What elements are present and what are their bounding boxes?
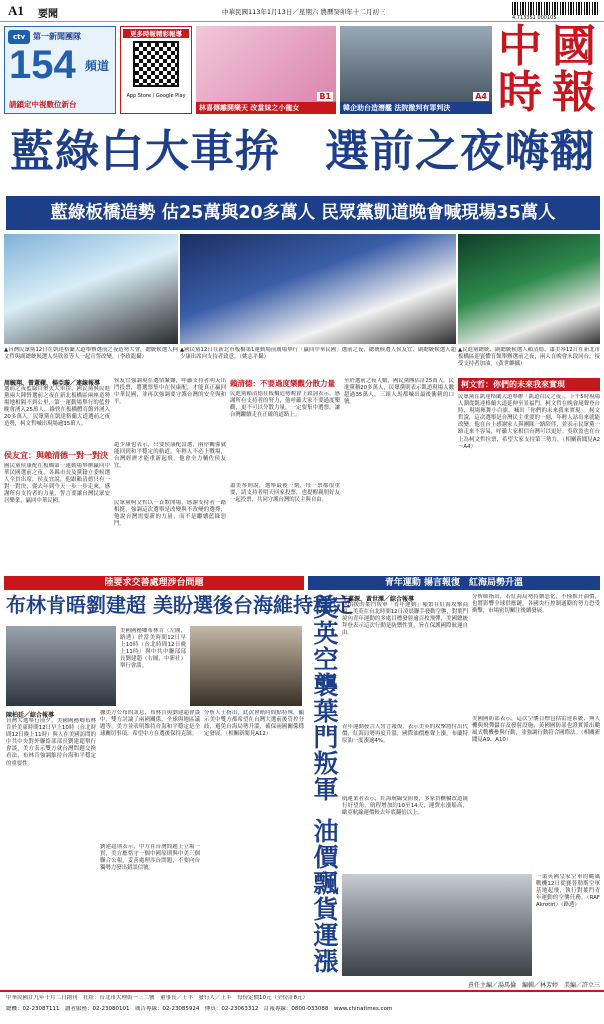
story1-subhead-hou: 侯友宜：與賴清德一對一對決 (4, 451, 108, 460)
story1-paragraph: 國民黨侯康配在板橋第一運動場舉辦贏回中華民國選前之夜，各縣市長及黨籍立委候選人全員出席，侯友宜說，他跟賴清德只有一對一對決，從去年到今天一步一步走來，感謝所有支持者的力量，誓言要讓台灣民眾安居樂業，贏回中華民國。 (4, 463, 110, 505)
story2-photo-caption: 美國國務卿布林肯（左圖，路透）於當美時間12日早上10時（台北時間12日晚上11時）與中共中聯部部長劉建超（右圖，中新社）舉行會談。 (120, 628, 186, 670)
main-headline: 藍綠白大車拚 選前之夜嗨翻 (10, 126, 595, 177)
qr-code-icon (133, 41, 179, 87)
story3-photo-caption: 一架英國皇家空軍的颱風戰機12日從賽普勒斯空軍基地起飛，執行對葉門青年運動的空襲任務。（RAF Akrotiri）（路透） (536, 874, 600, 909)
caption-kmt: ▲國民黨12日在新北市板橋第1運動場前廣場舉行「贏回中華民國」選前之夜，總統候選人侯友宜、副總統候選人趙少康出席向支持者致意。（姚志平攝） (180, 347, 456, 361)
story1-paragraph: 趙少康也表示，只要侯康配當選，兩岸關係就能回到和平穩定的軌道，年輕人不必上戰場，台灣經濟才能重新起飛，他會全力輔佐侯友宜。 (114, 442, 226, 470)
promo-ctv-sub: 請鎖定中視數位新台 (9, 100, 77, 109)
story1-column-4 (344, 378, 454, 572)
story2-headline: 布林肯晤劉建超 美盼選後台海維持穩定 (6, 593, 353, 617)
story2-paragraph: 劉建超則表示，中方在台灣問題上立場一貫，美方應恪守一個中國原則與中美三個聯合公報，妥善處理涉台問題，不要向台獨勢力發出錯誤信號。 (100, 844, 200, 872)
story3-paragraph: 分析師指出，若紅海局勢持續惡化，不僅推升油價，也將影響全球供應鏈，各國央行控制通膨的努力恐受衝擊，市場密切關注後續發展。 (472, 594, 600, 615)
story3-column-2 (472, 594, 600, 864)
story3-vertical-title-1: 美英空襲葉門叛軍 (310, 594, 339, 802)
story2-paragraph: 據美方公布的訊息，布林肯與劉建超會談中，雙方討論了兩國關係、全球與地區議題等，美方並表明維持台海和平穩定是全球關切事項，希望中方在選後保持克制。 (100, 710, 200, 738)
footer-bar (0, 990, 604, 1024)
story1-column-1 (4, 386, 110, 572)
photo-tpp-rally (4, 234, 178, 344)
promo-caption-submarine: 韓企助台造潛艦 法院撤判有罪判決 (340, 102, 492, 114)
column-body: 民眾黨在凱達格蘭大道舉辦「凱道白民之夜」，下午5時現場人潮從凱達格蘭大道延伸至景福門，柯文哲在晚會尾聲登台時，現場揮舞小白旗，喊出「你們的未來我來實現」。柯文哲說，這次選舉是台灣民主重要的一刻，年輕人站出來就能改變。他在台上感謝家人與團隊一路陪伴，並表示民眾黨一路走來不容易，呼籲大家相信台灣可以更好。吳欣盈也在台上為柯文哲拉票，希望大家支持第三勢力。（相關新聞見A2～A4） (458, 394, 600, 450)
logo-char-2: 國 (552, 21, 596, 72)
story3-paragraph: 伊朗援的葉門叛軍「青年運動」頻繁在紅海攻擊商船，美英在台北時間12日凌晨聯手發動空襲，對葉門境內青年運動的多處目標發射逾百枚飛彈，美國總統拜登表示這次行動是防禦性質，旨在保護國際航運自由。 (342, 602, 468, 637)
ctv-logo-icon: ctv (8, 30, 30, 44)
barcode (512, 2, 600, 15)
story3-paragraph: 美國國防部表示，這次空襲目標包括雷達系統、無人機與飛彈儲存及發射設施，英國國防部也證實派出颱風式戰機參與行動，並強調行動符合國際法。（相關新聞見A9、A10） (472, 716, 600, 744)
story2-paragraph: 分析人士指出，此次會晤時間點特殊，顯示美中雙方都希望在台灣大選前後管控分歧，避免台海局勢升溫，確保兩國關係穩定發展。（相關新聞見A12） (204, 710, 304, 738)
story3-vertical-title-2: 油價飄貨運漲 (310, 818, 339, 974)
story3-paragraph: 航運業者表示，紅海航線受阻後，多家貨櫃輪改道繞行好望角，航程增加約10至14天，運費水漲船高，歐亞航線運價較去年底翻倍以上。 (342, 796, 468, 817)
promo-ctv-number: 154 (9, 43, 76, 87)
promo-photo-submarine[interactable] (340, 26, 492, 114)
promo-ctv-title: 第一新聞團隊 (33, 32, 81, 41)
promo-app[interactable] (120, 26, 192, 114)
story1-paragraph: 侯友宜強調現在選情緊繃，呼籲支持者明天出門投票，將選票集中在侯康配，才能真正贏回中華民國，並再次強調要守護台灣的安全與和平。 (114, 378, 226, 406)
story1-paragraph: 至於選前之夜人數，國民黨團估計25萬人，民進黨稱20多萬人，民眾黨則表示凱道現場人數超過35萬人，三組人馬都喊出最後衝刺的口號。 (344, 378, 454, 406)
story3-byline: 王嘉源、黃世澤／綜合報導 (342, 596, 415, 603)
photo-typhoon-jet (342, 874, 532, 976)
promo-tag-b1: B1 (319, 92, 331, 101)
footer-line-1: 中華民國廿九年十月二日創刊 社址：台北市大理街一三二號 董事長／王丰 發行人／王丰 每份定價10元（全份計8元） (6, 995, 309, 1001)
page-label: A1 (8, 3, 24, 18)
logo-char-1: 中 (498, 21, 542, 72)
caption-tpp: ▲台灣民眾黨12日在凱達格蘭大道舉辦選前之夜造勢大會，總統候選人柯文哲與副總統候選人吳欣盈等人一起宣誓改變。（李政龍攝） (4, 347, 178, 361)
photo-blinken (6, 626, 116, 706)
promo-app-title: 更多時報精彩報導 (123, 29, 189, 38)
promo-tag-a4: A4 (475, 92, 487, 101)
promo-ctv[interactable] (4, 26, 116, 114)
promo-app-stores: App Store / Google Play (126, 93, 186, 99)
story1-paragraph: 民眾黨柯文哲以一首歌開場，感謝支持者一路相挺，強調這次選舉是改變與不改變的選擇，他說台灣需要新的力量，而不是繼續藍綠惡鬥。 (114, 500, 226, 528)
story1-column-2 (114, 378, 226, 572)
newspaper-logo (496, 21, 602, 118)
logo-char-3: 時 (498, 67, 542, 118)
caption-dpp: ▲民進黨總統、副總統候選人賴清德、蕭美琴12日在新北市板橋區迎賓體育館舉辦選前之夜，兩人在晚會末段同台，接受支持者加油。（黃世麒攝） (458, 347, 600, 368)
promo-caption-entertainment: 林喜傳離開樂天 改當妹之小龍女 (196, 102, 336, 114)
story1-paragraph: 民進黨賴清德在板橋造勢晚會上致詞表示，感謝所有支持者的努力，他呼籲大家不要過度樂觀，更不可以分散力量，一定要集中選票，讓台灣繼續走在正確的道路上。 (230, 391, 340, 419)
section-label: 要聞 (38, 9, 58, 20)
photo-dpp-rally (458, 234, 600, 344)
story2-paragraph: 台灣大選舉行前夕，美國國務卿布林肯於美東時間12日早上10時（台北時間12日晚上11時）與人在美國訪問的中共中央對外聯絡部部長劉建超舉行會談，美方表示雙方就台灣問題交換看法，布林肯強調維持台海和平穩定的重要性。 (6, 718, 96, 767)
editor-credits: 責任主編／湯馬倫 編輯／林芳婷 美編／許立三 (467, 982, 600, 989)
promo-photo-entertainment[interactable] (196, 26, 336, 114)
story1-subhead-lai: 賴清德：不要過度樂觀分散力量 (230, 379, 335, 388)
column-title: 柯文哲：你們的未來我來實現 (458, 378, 600, 391)
story1-paragraph: 蕭美琴則說，選舉最後一刻，每一票都很重要，請支持者明天回家投票，也提醒親朋好友一起投票，共同守護台灣的民主與自由。 (230, 483, 340, 504)
story1-paragraph: 選前之夜藍綠白聚火大車拚，國民黨與民進黨兩大陣營選前之夜在新北板橋區兩座造勢場地相隔不到公里，第一運動場舉行的藍營晚會湧入25萬人，綠營在板橋體育館外湧入20多萬人。民眾黨在凱達格蘭大道選前之夜造勢，柯文哲喊出現場逾35萬人。 (4, 386, 110, 428)
logo-char-4: 報 (552, 67, 596, 118)
barcode-number: 4 713351 000105 (512, 15, 557, 21)
story3-paragraph: 青年運動發言人誓言報復，表示美英的攻擊將付出代價，紅海局勢再度升溫，國際油價應聲上漲，布蘭特原油一度漲逾4%。 (342, 724, 468, 745)
footer-line-2: 總機：02-23087111 讀者服務：02-23080101 廣告專線：02-23085924 傳真：02-23063312 訂報專線：0800-033088 www.chinatimes.com (6, 1006, 393, 1012)
column-kowenje (458, 378, 600, 572)
sub-headline: 藍綠板橋造勢 估25萬與20多萬人 民眾黨凱道晚會喊現場35萬人 (6, 196, 600, 230)
story1-column-3 (230, 378, 340, 572)
story2-banner: 陸要求交善處理涉台問題 (4, 576, 304, 590)
story2-column-2 (100, 710, 200, 978)
story1-byline: 周毓翔、曾薏蘋、楊亞璇／連線報導 (4, 380, 101, 387)
promo-ctv-unit: 頻道 (85, 59, 110, 73)
photo-kmt-rally (180, 234, 456, 344)
story2-byline: 陳柏廷／綜合報導 (6, 712, 55, 719)
story3-banner: 青年運動 揚言報復 紅海局勢升溫 (308, 576, 600, 590)
photo-liu-jianchao (190, 626, 302, 706)
date-line: 中華民國113年1月13日／星期六 農曆癸卯年十二月初三 (222, 8, 386, 16)
